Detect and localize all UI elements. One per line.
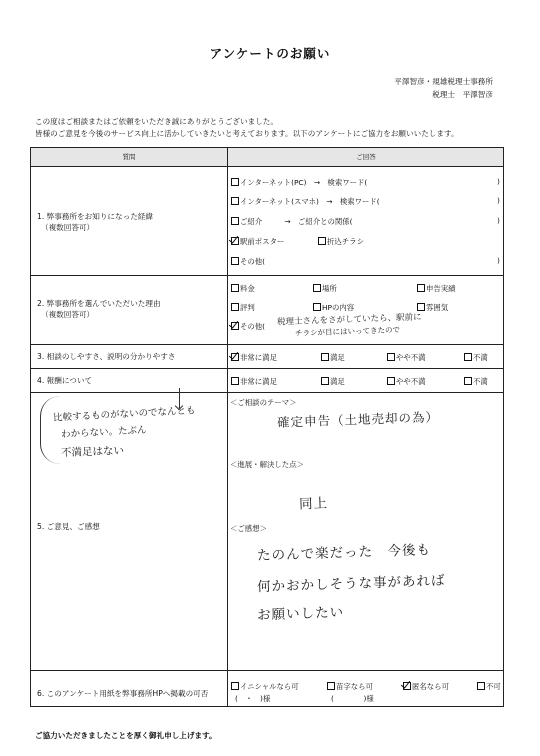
checkbox[interactable] bbox=[231, 257, 239, 265]
office-name: 平澤智彦・規雄税理士事務所 bbox=[394, 77, 493, 86]
checkbox-checked[interactable] bbox=[231, 322, 239, 330]
checkbox[interactable] bbox=[231, 284, 239, 292]
survey-table bbox=[30, 147, 504, 707]
q4-label: 4. 報酬について bbox=[37, 376, 93, 385]
q6-surname-field[interactable]: ( )様 bbox=[331, 694, 374, 703]
handwritten-bracket bbox=[40, 396, 61, 464]
q5-left-handwritten-line-2: わからない。たぶん bbox=[60, 424, 147, 441]
checkbox[interactable] bbox=[321, 377, 329, 385]
q5-theme-label: ＜ご相談のテーマ＞ bbox=[230, 398, 297, 407]
q5-progress-label: ＜進展・解決した点＞ bbox=[230, 460, 304, 469]
column-divider bbox=[227, 148, 228, 706]
footer-thanks: ご協力いただきましたことを厚く御礼申し上げます。 bbox=[35, 731, 217, 740]
q5-left-handwritten-line-3: 不満足はない bbox=[60, 444, 125, 460]
header-answer: ご回答 bbox=[356, 153, 376, 161]
q5-theme-handwritten: 確定申告（土地売却の為） bbox=[276, 409, 440, 430]
q4-option-somewhat-dissatisfied[interactable]: やや不満 bbox=[387, 376, 426, 387]
checkbox-checked[interactable] bbox=[231, 237, 239, 245]
q2-handwritten-line-1: 税理士さんをさがしていたら、駅前に bbox=[276, 312, 422, 328]
close-paren: ) bbox=[497, 256, 500, 265]
q3-option-dissatisfied[interactable]: 不満 bbox=[464, 352, 488, 363]
representative-name: 税理士 平澤智彦 bbox=[432, 90, 493, 99]
row-divider bbox=[31, 275, 503, 276]
q6-option-not-allowed[interactable]: 不可 bbox=[477, 681, 501, 692]
row-divider bbox=[31, 670, 503, 671]
header-question: 質問 bbox=[122, 153, 136, 161]
checkbox[interactable] bbox=[387, 353, 395, 361]
q6-option-initial[interactable]: イニシャルなら可 bbox=[231, 681, 299, 692]
page-title: アンケートのお願い bbox=[209, 46, 331, 61]
q5-impression-handwritten-line-2: 何かおかしそうな事があれば bbox=[256, 572, 446, 596]
checkbox[interactable] bbox=[318, 237, 326, 245]
checkbox[interactable] bbox=[477, 682, 485, 690]
q1-label: 1. 弊事務所をお知りになった経緯 （複数回答可） bbox=[37, 212, 153, 232]
q1-option-other[interactable]: その他( bbox=[231, 256, 265, 267]
q6-label: 6. このアンケート用紙を弊事務所HPへ掲載の可否 bbox=[37, 689, 209, 698]
checkbox[interactable] bbox=[417, 284, 425, 292]
q5-impression-handwritten-line-1: たのんで楽だった 今後も bbox=[256, 541, 432, 565]
row-divider bbox=[31, 368, 503, 369]
q6-option-anonymous[interactable]: 匿名なら可 bbox=[403, 681, 449, 692]
checkbox[interactable] bbox=[231, 178, 239, 186]
checkbox-checked[interactable] bbox=[403, 682, 411, 690]
q4-option-satisfied[interactable]: 満足 bbox=[321, 376, 345, 387]
checkbox[interactable] bbox=[464, 377, 472, 385]
q2-handwritten-line-2: チラシが目にはいってきたので bbox=[294, 325, 401, 338]
intro-line-1: この度はご相談またはご依頼をいただき誠にありがとうございました。 bbox=[35, 117, 278, 126]
checkbox[interactable] bbox=[321, 353, 329, 361]
close-paren: ) bbox=[497, 177, 500, 186]
q2-option-hp[interactable]: HPの内容 bbox=[313, 302, 354, 313]
close-paren: ) bbox=[497, 216, 500, 225]
q2-label: 2. 弊事務所を選んでいただいた理由 （複数回答可） bbox=[37, 299, 161, 319]
q1-option-station-poster[interactable]: 駅前ポスター bbox=[231, 236, 284, 247]
checkbox[interactable] bbox=[327, 682, 335, 690]
q2-option-fee[interactable]: 料金 bbox=[231, 283, 255, 294]
checkbox[interactable] bbox=[313, 284, 321, 292]
checkbox[interactable] bbox=[231, 217, 239, 225]
q1-option-internet-smartphone[interactable]: インターネット(スマホ) → 検索ワード( bbox=[231, 196, 380, 207]
q3-option-somewhat-dissatisfied[interactable]: やや不満 bbox=[387, 352, 426, 363]
q5-impression-handwritten-line-3: お願いしたい bbox=[256, 604, 345, 624]
checkbox[interactable] bbox=[231, 197, 239, 205]
q3-option-satisfied[interactable]: 満足 bbox=[321, 352, 345, 363]
q6-option-surname[interactable]: 苗字なら可 bbox=[327, 681, 373, 692]
intro-line-2: 皆様のご意見を今後のサービス向上に活かしていきたいと考えております。以下のアンケートにご協力をお願いいたします。 bbox=[35, 129, 459, 138]
q5-left-handwritten-line-1: 比較するものがないのでなんとも bbox=[52, 405, 196, 424]
q5-impression-label: ＜ご感想＞ bbox=[230, 524, 267, 533]
checkbox[interactable] bbox=[231, 303, 239, 311]
q1-option-referral[interactable]: ご紹介 → ご紹介との関係( bbox=[231, 216, 353, 227]
q3-option-very-satisfied[interactable]: 非常に満足 bbox=[231, 352, 277, 363]
checkbox[interactable] bbox=[464, 353, 472, 361]
checkbox[interactable] bbox=[231, 377, 239, 385]
q3-label: 3. 相談のしやすさ、説明の分かりやすさ bbox=[37, 352, 176, 361]
row-divider bbox=[31, 344, 503, 345]
q2-option-record[interactable]: 申告実績 bbox=[417, 283, 456, 294]
row-divider bbox=[31, 392, 503, 393]
q6-initial-name-field[interactable]: ( ・ )様 bbox=[235, 694, 271, 703]
q1-option-internet-pc[interactable]: インターネット(PC) → 検索ワード( bbox=[231, 177, 367, 188]
q2-option-location[interactable]: 場所 bbox=[313, 283, 337, 294]
checkbox[interactable] bbox=[387, 377, 395, 385]
checkbox-checked[interactable] bbox=[231, 353, 239, 361]
checkbox[interactable] bbox=[313, 303, 321, 311]
q1-option-flyer[interactable]: 折込チラシ bbox=[318, 236, 364, 247]
q5-progress-handwritten: 同上 bbox=[298, 495, 329, 513]
q2-option-other[interactable]: その他( bbox=[231, 321, 265, 332]
q4-option-very-satisfied[interactable]: 非常に満足 bbox=[231, 376, 277, 387]
q5-label: 5. ご意見、ご感想 bbox=[37, 522, 100, 531]
q4-option-dissatisfied[interactable]: 不満 bbox=[464, 376, 488, 387]
checkbox[interactable] bbox=[231, 682, 239, 690]
q2-option-atmosphere[interactable]: 雰囲気 bbox=[417, 302, 448, 313]
q2-option-reputation[interactable]: 評判 bbox=[231, 302, 255, 313]
close-paren: ) bbox=[497, 196, 500, 205]
row-divider bbox=[31, 166, 503, 167]
